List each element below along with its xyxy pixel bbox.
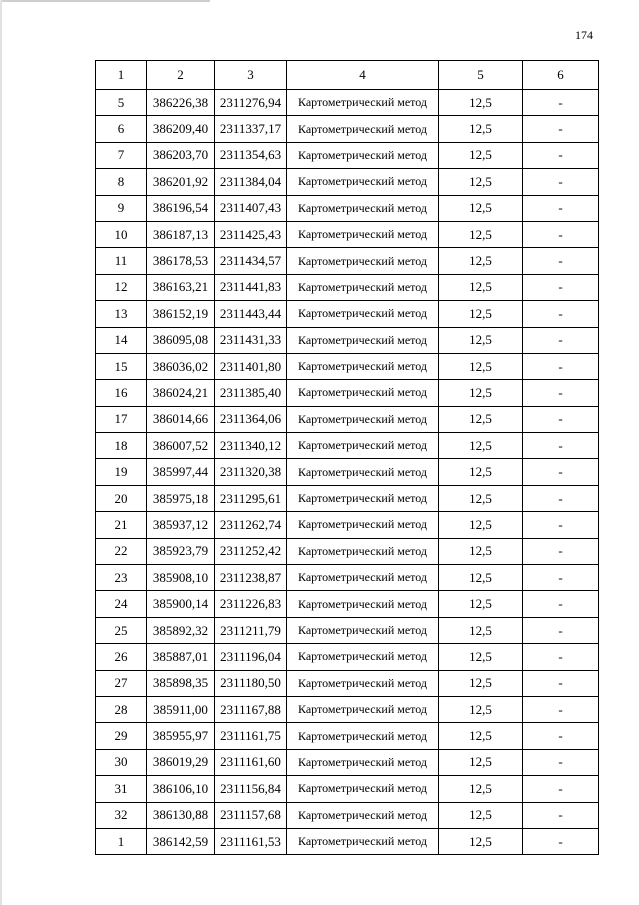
accuracy-cell: 12,5: [439, 380, 523, 406]
x-coordinate-cell: 385997,44: [147, 459, 215, 485]
table-row: [96, 353, 599, 379]
note-cell: -: [523, 90, 599, 116]
point-number-cell: 25: [96, 617, 147, 643]
note-cell: -: [523, 248, 599, 274]
accuracy-cell: 12,5: [439, 327, 523, 353]
point-number-cell: 14: [96, 327, 147, 353]
table-row: [96, 380, 599, 406]
table-row: [96, 644, 599, 670]
table-row: [96, 538, 599, 564]
table-body: [96, 90, 599, 855]
x-coordinate-cell: 386178,53: [147, 248, 215, 274]
table-row: [96, 195, 599, 221]
point-number-cell: 5: [96, 90, 147, 116]
y-coordinate-cell: 2311167,88: [215, 696, 287, 722]
accuracy-cell: 12,5: [439, 169, 523, 195]
x-coordinate-cell: 386142,59: [147, 828, 215, 854]
table-row: [96, 459, 599, 485]
table-row: [96, 565, 599, 591]
note-cell: -: [523, 776, 599, 802]
method-cell: Картометрический метод: [287, 327, 439, 353]
note-cell: -: [523, 565, 599, 591]
accuracy-cell: 12,5: [439, 459, 523, 485]
x-coordinate-cell: 386196,54: [147, 195, 215, 221]
x-coordinate-cell: 386226,38: [147, 90, 215, 116]
method-cell: Картометрический метод: [287, 591, 439, 617]
x-coordinate-cell: 386152,19: [147, 301, 215, 327]
point-number-cell: 10: [96, 221, 147, 247]
y-coordinate-cell: 2311161,60: [215, 749, 287, 775]
y-coordinate-cell: 2311295,61: [215, 485, 287, 511]
table-row: [96, 274, 599, 300]
x-coordinate-cell: 386209,40: [147, 116, 215, 142]
accuracy-cell: 12,5: [439, 301, 523, 327]
note-cell: -: [523, 406, 599, 432]
point-number-cell: 18: [96, 433, 147, 459]
note-cell: -: [523, 828, 599, 854]
method-cell: Картометрический метод: [287, 538, 439, 564]
table-row: [96, 433, 599, 459]
point-number-cell: 28: [96, 696, 147, 722]
accuracy-cell: 12,5: [439, 116, 523, 142]
y-coordinate-cell: 2311441,83: [215, 274, 287, 300]
y-coordinate-cell: 2311364,06: [215, 406, 287, 432]
y-coordinate-cell: 2311262,74: [215, 512, 287, 538]
accuracy-cell: 12,5: [439, 248, 523, 274]
y-coordinate-cell: 2311320,38: [215, 459, 287, 485]
note-cell: -: [523, 670, 599, 696]
method-cell: Картометрический метод: [287, 512, 439, 538]
accuracy-cell: 12,5: [439, 828, 523, 854]
y-coordinate-cell: 2311161,75: [215, 723, 287, 749]
note-cell: -: [523, 169, 599, 195]
point-number-cell: 6: [96, 116, 147, 142]
column-header: 3: [215, 61, 287, 90]
note-cell: -: [523, 696, 599, 722]
table-row: [96, 512, 599, 538]
x-coordinate-cell: 386187,13: [147, 221, 215, 247]
table-row: [96, 221, 599, 247]
accuracy-cell: 12,5: [439, 406, 523, 432]
column-header: 5: [439, 61, 523, 90]
point-number-cell: 31: [96, 776, 147, 802]
x-coordinate-cell: 385898,35: [147, 670, 215, 696]
accuracy-cell: 12,5: [439, 221, 523, 247]
accuracy-cell: 12,5: [439, 696, 523, 722]
point-number-cell: 23: [96, 565, 147, 591]
x-coordinate-cell: 386024,21: [147, 380, 215, 406]
y-coordinate-cell: 2311196,04: [215, 644, 287, 670]
y-coordinate-cell: 2311385,40: [215, 380, 287, 406]
table-row: [96, 485, 599, 511]
x-coordinate-cell: 386019,29: [147, 749, 215, 775]
x-coordinate-cell: 386095,08: [147, 327, 215, 353]
x-coordinate-cell: 386201,92: [147, 169, 215, 195]
accuracy-cell: 12,5: [439, 802, 523, 828]
table-row: [96, 591, 599, 617]
method-cell: Картометрический метод: [287, 142, 439, 168]
table-row: [96, 248, 599, 274]
table-row: [96, 776, 599, 802]
y-coordinate-cell: 2311434,57: [215, 248, 287, 274]
note-cell: -: [523, 749, 599, 775]
y-coordinate-cell: 2311443,44: [215, 301, 287, 327]
y-coordinate-cell: 2311211,79: [215, 617, 287, 643]
point-number-cell: 32: [96, 802, 147, 828]
table-row: [96, 828, 599, 854]
accuracy-cell: 12,5: [439, 565, 523, 591]
note-cell: -: [523, 617, 599, 643]
point-number-cell: 22: [96, 538, 147, 564]
method-cell: Картометрический метод: [287, 433, 439, 459]
point-number-cell: 13: [96, 301, 147, 327]
scan-edge-left: [0, 0, 2, 905]
method-cell: Картометрический метод: [287, 670, 439, 696]
note-cell: -: [523, 485, 599, 511]
y-coordinate-cell: 2311401,80: [215, 353, 287, 379]
note-cell: -: [523, 459, 599, 485]
point-number-cell: 16: [96, 380, 147, 406]
accuracy-cell: 12,5: [439, 90, 523, 116]
note-cell: -: [523, 301, 599, 327]
x-coordinate-cell: 385887,01: [147, 644, 215, 670]
point-number-cell: 11: [96, 248, 147, 274]
table-row: [96, 116, 599, 142]
x-coordinate-cell: 385923,79: [147, 538, 215, 564]
point-number-cell: 7: [96, 142, 147, 168]
y-coordinate-cell: 2311180,50: [215, 670, 287, 696]
accuracy-cell: 12,5: [439, 142, 523, 168]
accuracy-cell: 12,5: [439, 776, 523, 802]
method-cell: Картометрический метод: [287, 565, 439, 591]
accuracy-cell: 12,5: [439, 512, 523, 538]
method-cell: Картометрический метод: [287, 195, 439, 221]
y-coordinate-cell: 2311354,63: [215, 142, 287, 168]
note-cell: -: [523, 644, 599, 670]
method-cell: Картометрический метод: [287, 802, 439, 828]
y-coordinate-cell: 2311407,43: [215, 195, 287, 221]
accuracy-cell: 12,5: [439, 433, 523, 459]
accuracy-cell: 12,5: [439, 670, 523, 696]
x-coordinate-cell: 386163,21: [147, 274, 215, 300]
x-coordinate-cell: 385911,00: [147, 696, 215, 722]
column-header: 6: [523, 61, 599, 90]
x-coordinate-cell: 385955,97: [147, 723, 215, 749]
x-coordinate-cell: 385900,14: [147, 591, 215, 617]
table-row: [96, 802, 599, 828]
point-number-cell: 1: [96, 828, 147, 854]
table-row: [96, 406, 599, 432]
x-coordinate-cell: 386130,88: [147, 802, 215, 828]
method-cell: Картометрический метод: [287, 644, 439, 670]
point-number-cell: 20: [96, 485, 147, 511]
method-cell: Картометрический метод: [287, 221, 439, 247]
method-cell: Картометрический метод: [287, 169, 439, 195]
point-number-cell: 12: [96, 274, 147, 300]
method-cell: Картометрический метод: [287, 749, 439, 775]
table-row: [96, 723, 599, 749]
table-header-row: [96, 61, 599, 90]
y-coordinate-cell: 2311276,94: [215, 90, 287, 116]
note-cell: -: [523, 802, 599, 828]
coordinates-table: [95, 60, 599, 855]
y-coordinate-cell: 2311252,42: [215, 538, 287, 564]
note-cell: -: [523, 142, 599, 168]
column-header: 4: [287, 61, 439, 90]
note-cell: -: [523, 723, 599, 749]
method-cell: Картометрический метод: [287, 116, 439, 142]
y-coordinate-cell: 2311157,68: [215, 802, 287, 828]
y-coordinate-cell: 2311425,43: [215, 221, 287, 247]
table-row: [96, 696, 599, 722]
point-number-cell: 21: [96, 512, 147, 538]
method-cell: Картометрический метод: [287, 617, 439, 643]
accuracy-cell: 12,5: [439, 195, 523, 221]
table-row: [96, 749, 599, 775]
accuracy-cell: 12,5: [439, 591, 523, 617]
note-cell: -: [523, 591, 599, 617]
column-header: 1: [96, 61, 147, 90]
note-cell: -: [523, 433, 599, 459]
y-coordinate-cell: 2311431,33: [215, 327, 287, 353]
point-number-cell: 27: [96, 670, 147, 696]
accuracy-cell: 12,5: [439, 644, 523, 670]
table-row: [96, 670, 599, 696]
x-coordinate-cell: 385975,18: [147, 485, 215, 511]
note-cell: -: [523, 353, 599, 379]
y-coordinate-cell: 2311161,53: [215, 828, 287, 854]
accuracy-cell: 12,5: [439, 274, 523, 300]
point-number-cell: 29: [96, 723, 147, 749]
table-row: [96, 301, 599, 327]
point-number-cell: 8: [96, 169, 147, 195]
accuracy-cell: 12,5: [439, 538, 523, 564]
y-coordinate-cell: 2311337,17: [215, 116, 287, 142]
x-coordinate-cell: 385937,12: [147, 512, 215, 538]
scan-edge-top: [0, 0, 210, 2]
table-row: [96, 142, 599, 168]
point-number-cell: 19: [96, 459, 147, 485]
method-cell: Картометрический метод: [287, 353, 439, 379]
method-cell: Картометрический метод: [287, 459, 439, 485]
accuracy-cell: 12,5: [439, 749, 523, 775]
note-cell: -: [523, 380, 599, 406]
x-coordinate-cell: 386014,66: [147, 406, 215, 432]
page-number: 174: [575, 28, 593, 42]
method-cell: Картометрический метод: [287, 406, 439, 432]
x-coordinate-cell: 385892,32: [147, 617, 215, 643]
method-cell: Картометрический метод: [287, 776, 439, 802]
accuracy-cell: 12,5: [439, 485, 523, 511]
accuracy-cell: 12,5: [439, 617, 523, 643]
method-cell: Картометрический метод: [287, 485, 439, 511]
note-cell: -: [523, 116, 599, 142]
note-cell: -: [523, 274, 599, 300]
column-header: 2: [147, 61, 215, 90]
table-row: [96, 169, 599, 195]
table-row: [96, 327, 599, 353]
point-number-cell: 9: [96, 195, 147, 221]
method-cell: Картометрический метод: [287, 301, 439, 327]
note-cell: -: [523, 195, 599, 221]
note-cell: -: [523, 327, 599, 353]
accuracy-cell: 12,5: [439, 353, 523, 379]
method-cell: Картометрический метод: [287, 696, 439, 722]
method-cell: Картометрический метод: [287, 723, 439, 749]
point-number-cell: 17: [96, 406, 147, 432]
x-coordinate-cell: 386007,52: [147, 433, 215, 459]
table-row: [96, 617, 599, 643]
point-number-cell: 24: [96, 591, 147, 617]
y-coordinate-cell: 2311340,12: [215, 433, 287, 459]
x-coordinate-cell: 386106,10: [147, 776, 215, 802]
table-row: [96, 90, 599, 116]
y-coordinate-cell: 2311226,83: [215, 591, 287, 617]
method-cell: Картометрический метод: [287, 248, 439, 274]
method-cell: Картометрический метод: [287, 274, 439, 300]
method-cell: Картометрический метод: [287, 828, 439, 854]
point-number-cell: 30: [96, 749, 147, 775]
x-coordinate-cell: 385908,10: [147, 565, 215, 591]
method-cell: Картометрический метод: [287, 90, 439, 116]
note-cell: -: [523, 512, 599, 538]
note-cell: -: [523, 221, 599, 247]
point-number-cell: 26: [96, 644, 147, 670]
x-coordinate-cell: 386036,02: [147, 353, 215, 379]
y-coordinate-cell: 2311238,87: [215, 565, 287, 591]
accuracy-cell: 12,5: [439, 723, 523, 749]
point-number-cell: 15: [96, 353, 147, 379]
y-coordinate-cell: 2311156,84: [215, 776, 287, 802]
y-coordinate-cell: 2311384,04: [215, 169, 287, 195]
method-cell: Картометрический метод: [287, 380, 439, 406]
x-coordinate-cell: 386203,70: [147, 142, 215, 168]
note-cell: -: [523, 538, 599, 564]
